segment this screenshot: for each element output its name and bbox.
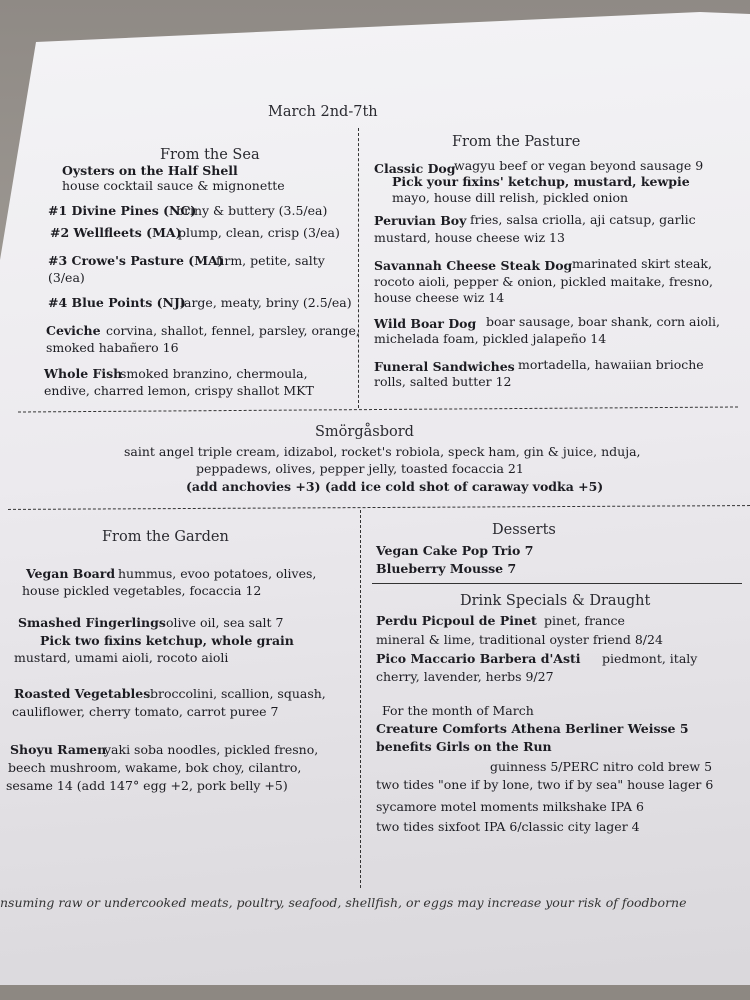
item-desc: fries, salsa criolla, aji catsup, garlic <box>470 212 696 227</box>
item-desc-line2: cherry, lavender, herbs 9/27 <box>376 669 554 684</box>
item-name: Whole Fish <box>44 366 123 381</box>
item-name: #3 Crowe's Pasture (MA) <box>48 253 224 268</box>
item-name: Oysters on the Half Shell <box>62 163 238 178</box>
drinks-heading: Drink Specials & Draught <box>460 593 651 609</box>
item-desc: boar sausage, boar shank, corn aioli, <box>486 314 720 329</box>
item-desc-line2: Pick your fixins' ketchup, mustard, kewpie <box>392 174 690 189</box>
month-label: For the month of March <box>382 703 534 718</box>
item-desc: yaki soba noodles, pickled fresno, <box>104 742 319 757</box>
draught-line-4: two tides sixfoot IPA 6/classic city lager 4 <box>376 819 640 834</box>
item-name: #2 Wellfleets (MA) <box>50 225 182 240</box>
item-desc: large, meaty, briny (2.5/ea) <box>180 295 352 310</box>
dessert-item-1: Vegan Cake Pop Trio 7 <box>376 543 534 558</box>
item-desc: mortadella, hawaiian brioche <box>518 357 704 372</box>
item-desc-line2: (3/ea) <box>48 270 85 285</box>
smorgasbord-line-1: saint angel triple cream, idizabol, rocket's robiola, speck ham, gin & juice, nduja, <box>124 444 641 459</box>
desserts-heading: Desserts <box>492 522 556 538</box>
item-desc-line2: cauliflower, cherry tomato, carrot puree 7 <box>12 704 279 719</box>
item-desc: marinated skirt steak, <box>572 256 712 271</box>
item-desc-line2: rolls, salted butter 12 <box>374 374 512 389</box>
item-name: Savannah Cheese Steak Dog <box>374 258 573 273</box>
food-safety-disclaimer: nsuming raw or undercooked meats, poultry, seafood, shellfish, or eggs may increase your risk of foodborne <box>0 895 687 910</box>
item-name: Shoyu Ramen <box>10 742 107 757</box>
item-desc-line2: Pick two fixins ketchup, whole grain <box>40 633 294 648</box>
item-name: Roasted Vegetables <box>14 686 151 701</box>
garden-heading: From the Garden <box>102 529 229 545</box>
item-desc-line2: rocoto aioli, pepper & onion, pickled maitake, fresno, <box>374 274 714 289</box>
item-desc: broccolini, scallion, squash, <box>150 686 326 701</box>
item-desc: piedmont, italy <box>602 651 698 666</box>
pasture-heading: From the Pasture <box>452 134 581 150</box>
item-name: #1 Divine Pines (NC) <box>48 203 197 218</box>
item-desc-line2: mustard, house cheese wiz 13 <box>374 230 565 245</box>
column-divider-bottom <box>360 510 361 888</box>
item-name: Pico Maccario Barbera d'Asti <box>376 651 581 666</box>
column-divider-top <box>358 128 359 408</box>
item-desc: olive oil, sea salt 7 <box>166 615 284 630</box>
item-desc-line2: michelada foam, pickled jalapeño 14 <box>374 331 607 346</box>
item-name: #4 Blue Points (NJ) <box>48 295 186 310</box>
item-desc: smoked branzino, chermoula, <box>120 366 308 381</box>
draught-line-2: two tides "one if by lone, two if by sea" house lager 6 <box>376 777 714 792</box>
draught-line-1: guinness 5/PERC nitro cold brew 5 <box>490 759 713 774</box>
item-name: Peruvian Boy <box>374 213 467 228</box>
draught-line-3: sycamore motel moments milkshake IPA 6 <box>376 799 644 814</box>
item-name: Ceviche <box>46 323 101 338</box>
beer-feature: Creature Comforts Athena Berliner Weisse 5 <box>376 721 689 736</box>
item-name: Smashed Fingerlings <box>18 615 166 630</box>
item-desc-line3: mayo, house dill relish, pickled onion <box>392 190 629 205</box>
item-desc: house cocktail sauce & mignonette <box>62 178 285 193</box>
date-title: March 2nd-7th <box>268 104 378 120</box>
item-desc: wagyu beef or vegan beyond sausage 9 <box>454 158 704 173</box>
item-desc-line2: house pickled vegetables, focaccia 12 <box>22 583 262 598</box>
item-desc-line2: endive, charred lemon, crispy shallot MKT <box>44 383 314 398</box>
smorgasbord-line-2: peppadews, olives, pepper jelly, toasted focaccia 21 <box>196 461 524 476</box>
item-desc-line3: sesame 14 (add 147° egg +2, pork belly +5) <box>6 778 288 793</box>
drinks-divider <box>372 583 742 584</box>
item-desc: firm, petite, salty <box>216 253 325 268</box>
smorgasbord-addons: (add anchovies +3) (add ice cold shot of caraway vodka +5) <box>186 479 604 494</box>
item-desc-line3: house cheese wiz 14 <box>374 290 505 305</box>
item-desc-line2: beech mushroom, wakame, bok choy, cilantro, <box>8 760 302 775</box>
item-name: Wild Boar Dog <box>374 316 477 331</box>
item-name: Vegan Board <box>26 566 116 581</box>
item-desc: pinet, france <box>544 613 625 628</box>
item-desc: plump, clean, crisp (3/ea) <box>178 225 340 240</box>
item-desc-line2: mineral & lime, traditional oyster friend 8/24 <box>376 632 663 647</box>
beer-benefit: benefits Girls on the Run <box>376 739 552 754</box>
smorgasbord-heading: Smörgåsbord <box>315 424 414 440</box>
item-desc: briny & buttery (3.5/ea) <box>176 203 328 218</box>
item-desc: corvina, shallot, fennel, parsley, orange, <box>106 323 360 338</box>
item-desc: hummus, evoo potatoes, olives, <box>118 566 317 581</box>
item-name: Perdu Picpoul de Pinet <box>376 613 537 628</box>
dessert-item-2: Blueberry Mousse 7 <box>376 561 517 576</box>
sea-heading: From the Sea <box>160 147 260 163</box>
item-desc-line2: smoked habañero 16 <box>46 340 179 355</box>
item-name: Classic Dog <box>374 161 456 176</box>
item-name: Funeral Sandwiches <box>374 359 515 374</box>
item-desc-line3: mustard, umami aioli, rocoto aioli <box>14 650 229 665</box>
